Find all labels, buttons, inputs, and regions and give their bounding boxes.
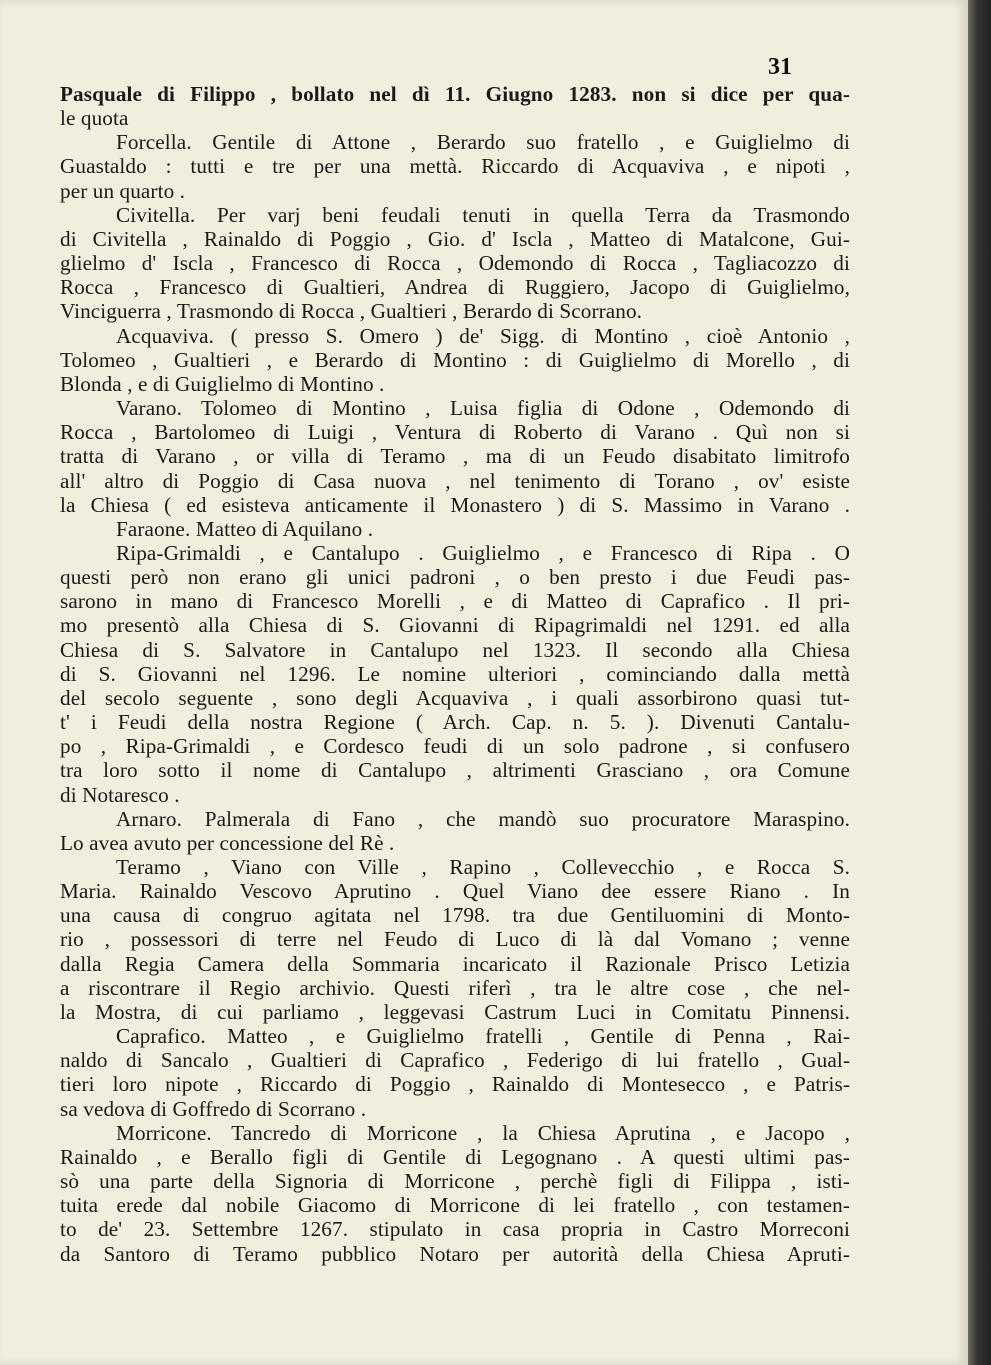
text-line: Teramo , Viano con Ville , Rapino , Collevecchio , e Rocca S. bbox=[116, 855, 850, 879]
text-line: a riscontrare il Regio archivio. Questi riferì , tra le altre cose , che nel- bbox=[60, 975, 850, 1000]
text-line: la Chiesa ( ed esisteva anticamente il Monastero ) di S. Massimo in Varano . bbox=[60, 492, 850, 517]
text-line: Civitella. Per varj beni feudali tenuti in quella Terra da Trasmondo bbox=[116, 202, 850, 227]
book-gutter-edge bbox=[968, 0, 991, 1365]
text-line: Lo avea avuto per concessione del Rè . bbox=[60, 830, 395, 855]
text-line: questi però non erano gli unici padroni , o ben presto i due Feudi pas- bbox=[60, 565, 850, 590]
text-line: Acquaviva. ( presso S. Omero ) de' Sigg. di Montino , cioè Antonio , bbox=[116, 323, 850, 348]
text-line: tratta di Varano , or villa di Teramo , ma di un Feudo disabitato limitrofo bbox=[60, 444, 850, 469]
text-line: da Santoro di Teramo pubblico Notaro per autorità della Chiesa Apruti- bbox=[60, 1241, 850, 1266]
text-line: di Civitella , Rainaldo di Poggio , Gio. d' Iscla , Matteo di Matalcone, Gui- bbox=[60, 226, 850, 251]
text-line: sa vedova di Goffredo di Scorrano . bbox=[60, 1096, 367, 1121]
text-line: mo presentò alla Chiesa di S. Giovanni di Ripagrimaldi nel 1291. ed alla bbox=[60, 613, 850, 638]
text-line: sarono in mano di Francesco Morelli , e di Matteo di Caprafico . Il pri- bbox=[60, 589, 850, 614]
text-line: Rainaldo , e Berallo figli di Gentile di Legognano . A questi ultimi pas- bbox=[60, 1144, 850, 1169]
text-line: Arnaro. Palmerala di Fano , che mandò suo procuratore Maraspino. bbox=[116, 806, 850, 831]
text-line: di Notaresco . bbox=[60, 782, 180, 807]
text-line: to de' 23. Settembre 1267. stipulato in casa propria in Castro Morreconi bbox=[60, 1217, 850, 1242]
text-line: Tolomeo , Gualtieri , e Berardo di Montino : di Guiglielmo di Morello , di bbox=[60, 347, 850, 372]
text-line: po , Ripa-Grimaldi , e Cordesco feudi di un solo padrone , si confusero bbox=[60, 734, 850, 759]
text-line: Blonda , e di Guiglielmo di Montino . bbox=[60, 371, 385, 396]
text-line: Ripa-Grimaldi , e Cantalupo . Guiglielmo , e Francesco di Ripa . O bbox=[116, 540, 850, 565]
text-line: Morricone. Tancredo di Morricone , la Chiesa Aprutina , e Jacopo , bbox=[116, 1120, 850, 1145]
text-line: Chiesa di S. Salvatore in Cantalupo nel 1323. Il secondo alla Chiesa bbox=[60, 637, 850, 662]
text-line: del secolo seguente , sono degli Acquaviva , i quali assorbirono quasi tut- bbox=[60, 685, 850, 710]
text-line: Varano. Tolomeo di Montino , Luisa figlia di Odone , Odemondo di bbox=[116, 396, 850, 421]
text-line: Vinciguerra , Trasmondo di Rocca , Gualtieri , Berardo di Scorrano. bbox=[60, 299, 643, 324]
text-line: di S. Giovanni nel 1296. Le nomine ulteriori , cominciando dalla mettà bbox=[60, 661, 850, 686]
text-line: glielmo d' Iscla , Francesco di Rocca , Odemondo di Rocca , Tagliacozzo di bbox=[60, 251, 850, 276]
text-line: per un quarto . bbox=[60, 178, 186, 203]
text-line: t' i Feudi della nostra Regione ( Arch. Cap. n. 5. ). Divenuti Cantalu- bbox=[60, 710, 850, 735]
text-line: Rocca , Francesco di Gualtieri, Andrea di Ruggiero, Jacopo di Guiglielmo, bbox=[60, 275, 850, 300]
page-text bbox=[60, 82, 850, 1266]
text-line: Pasquale di Filippo , bollato nel dì 11. Giugno 1283. non si dice per qua- bbox=[60, 82, 850, 106]
text-line: tuita erede dal nobile Giacomo di Morricone di lei fratello , con testamen- bbox=[60, 1193, 850, 1218]
text-line: la Mostra, di cui parliamo , leggevasi Castrum Luci in Comitatu Pinnensi. bbox=[60, 999, 850, 1024]
text-line: le quota bbox=[60, 106, 129, 131]
text-line: tra loro sotto il nome di Cantalupo , altrimenti Grasciano , ora Comune bbox=[60, 758, 850, 783]
text-line: una causa di congruo agitata nel 1798. tra due Gentiluomini di Monto- bbox=[60, 903, 850, 928]
text-line: sò una parte della Signoria di Morricone , perchè figli di Filippa , isti- bbox=[60, 1169, 850, 1194]
text-line: Forcella. Gentile di Attone , Berardo suo fratello , e Guiglielmo di bbox=[116, 130, 850, 155]
text-line: Faraone. Matteo di Aquilano . bbox=[116, 516, 374, 541]
text-line: rio , possessori di terre nel Feudo di Luco di là dal Vomano ; venne bbox=[60, 927, 850, 952]
text-line: all' altro di Poggio di Casa nuova , nel tenimento di Torano , ov' esiste bbox=[60, 468, 850, 493]
text-line: tieri loro nipote , Riccardo di Poggio , Rainaldo di Montesecco , e Patris- bbox=[60, 1072, 850, 1097]
page-number: 31 bbox=[768, 54, 792, 80]
text-line: Guastaldo : tutti e tre per una mettà. Riccardo di Acquaviva , e nipoti , bbox=[60, 154, 850, 179]
text-line: Rocca , Bartolomeo di Luigi , Ventura di Roberto di Varano . Quì non si bbox=[60, 420, 850, 445]
text-line: naldo di Sancalo , Gualtieri di Caprafico , Federigo di lui fratello , Gual- bbox=[60, 1048, 850, 1073]
text-line: Maria. Rainaldo Vescovo Aprutino . Quel Viano dee essere Riano . In bbox=[60, 879, 850, 904]
text-line: Caprafico. Matteo , e Guiglielmo fratelli , Gentile di Penna , Rai- bbox=[116, 1024, 850, 1049]
text-line: dalla Regia Camera della Sommaria incaricato il Razionale Prisco Letizia bbox=[60, 951, 850, 976]
